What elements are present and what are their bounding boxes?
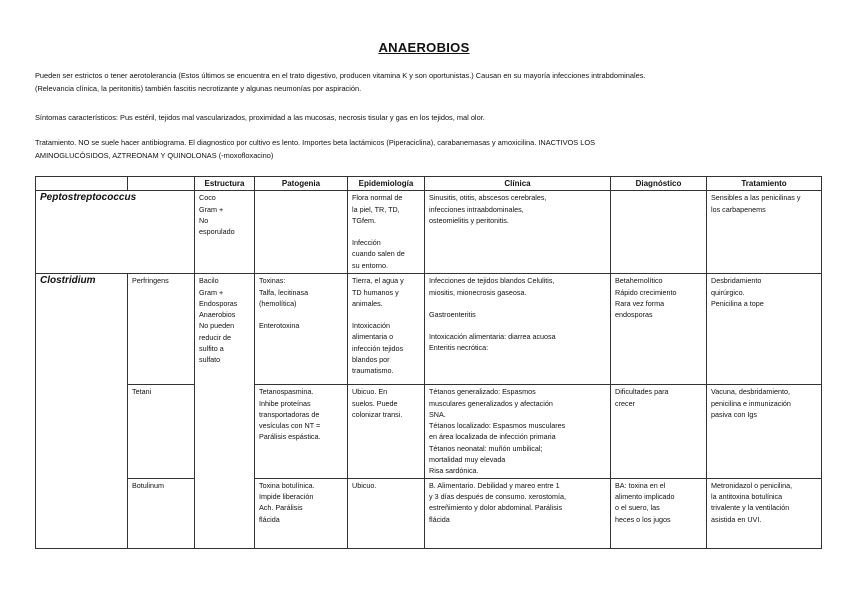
- intro-paragraph-1: [35, 70, 825, 95]
- table-header-row: [36, 177, 822, 191]
- cell-diagnostico: [611, 274, 707, 385]
- cell-clinica: [425, 478, 611, 548]
- cell-line: en área localizada de infección primaria: [429, 432, 556, 442]
- cell-line: [429, 298, 606, 309]
- cell-line: B. Alimentario. Debilidad y mareo entre 1: [429, 480, 560, 490]
- cell-line: Endosporas: [199, 298, 238, 308]
- cell-line: SNA.: [429, 409, 446, 419]
- header-cell: [128, 177, 195, 191]
- cell-line: Sinusitis, otitis, abscesos cerebrales,: [429, 193, 547, 203]
- cell-line: blandos por: [352, 355, 390, 365]
- cell-line: Rápido crecimiento: [615, 287, 677, 297]
- treatment-paragraph: [35, 137, 825, 162]
- cell-epidemiologia: [348, 274, 425, 385]
- cell-line: Parálisis espástica.: [259, 432, 321, 442]
- cell-line: sulfito a: [199, 344, 224, 354]
- cell-epidemiologia: [348, 385, 425, 478]
- cell-line: alimentaria o: [352, 332, 394, 342]
- cell-line: Talfa, lecitinasa: [259, 287, 309, 297]
- cell-line: infecciones intraabdominales,: [429, 204, 524, 214]
- cell-line: transportadoras de: [259, 409, 320, 419]
- cell-line: Inhibe proteínas: [259, 398, 311, 408]
- cell-line: vesículas con NT =: [259, 421, 321, 431]
- cell-line: Metronidazol o penicilina,: [711, 480, 793, 490]
- cell-line: No pueden: [199, 321, 235, 331]
- organism-cell-empty: [36, 478, 128, 548]
- cell-epidemiologia: [348, 478, 425, 548]
- species-cell: Botulinum: [128, 478, 195, 548]
- cell-line: Penicilina a tope: [711, 298, 764, 308]
- cell-clinica: [425, 191, 611, 274]
- cell-line: Coco: [199, 193, 216, 203]
- cell-estructura: [195, 191, 255, 274]
- cell-line: TGfem.: [352, 215, 376, 225]
- organism-cell-empty: [36, 385, 128, 478]
- header-diagnostico: Diagnóstico: [611, 177, 707, 191]
- table-row: [36, 478, 822, 548]
- cell-line: Betahemolítico: [615, 276, 663, 286]
- cell-line: flácida: [259, 514, 280, 524]
- cell-line: alimento implicado: [615, 491, 675, 501]
- cell-diagnostico: [611, 385, 707, 478]
- cell-line: estreñimiento y dolor abdominal. Parálisis: [429, 503, 563, 513]
- anaerobes-table: [35, 176, 822, 549]
- cell-patogenia: [255, 274, 348, 385]
- cell-clinica: [425, 385, 611, 478]
- cell-line: TD humanos y: [352, 287, 399, 297]
- cell-line: o el suero, las: [615, 503, 660, 513]
- organism-cell: [36, 191, 195, 274]
- cell-line: Infecciones de tejidos blandos Celulitis,: [429, 276, 555, 286]
- cell-line: No: [199, 215, 209, 225]
- cell-line: musculares generalizados y afectación: [429, 398, 553, 408]
- cell-line: Infección: [352, 238, 381, 248]
- cell-tratamiento: [707, 478, 822, 548]
- species-cell: Tetani: [128, 385, 195, 478]
- cell-line: esporulado: [199, 227, 235, 237]
- cell-line: Anaerobios: [199, 310, 236, 320]
- cell-line: Sensibles a las penicilinas y: [711, 193, 801, 203]
- cell-line: [259, 309, 343, 320]
- header-cell: [36, 177, 128, 191]
- cell-line: asistida en UVI.: [711, 514, 762, 524]
- cell-line: Tierra, el agua y: [352, 276, 404, 286]
- cell-line: Impide liberación: [259, 491, 314, 501]
- cell-line: suelos. Puede: [352, 398, 398, 408]
- cell-diagnostico: [611, 191, 707, 274]
- cell-line: crecer: [615, 398, 635, 408]
- cell-line: Gram +: [199, 204, 224, 214]
- cell-line: colonizar transi.: [352, 409, 403, 419]
- cell-line: y 3 días después de consumo. xerostomía,: [429, 491, 567, 501]
- cell-line: Desbridamiento: [711, 276, 762, 286]
- cell-tratamiento: [707, 385, 822, 478]
- cell-line: heces o los jugos: [615, 514, 671, 524]
- cell-line: [429, 320, 606, 331]
- symptoms-paragraph: Síntomas característicos: Pus estéril, tejidos mal vascularizados, proximidad a las mucosas, necrosis tisular y gas en los tejidos, mal olor.: [35, 113, 485, 122]
- cell-line: Ach. Parálisis: [259, 503, 303, 513]
- cell-line: los carbapenems: [711, 204, 766, 214]
- table-row: [36, 385, 822, 478]
- cell-line: Dificultades para: [615, 387, 669, 397]
- cell-line: Gastroenteritis: [429, 309, 476, 319]
- cell-line: Bacilo: [199, 276, 219, 286]
- cell-line: Enterotoxina: [259, 321, 300, 331]
- header-epidemiologia: Epidemiología: [348, 177, 425, 191]
- cell-line: Tétanos localizado: Espasmos musculares: [429, 421, 566, 431]
- cell-estructura: [195, 274, 255, 548]
- cell-line: endosporas: [615, 310, 653, 320]
- cell-line: Intoxicación alimentaria: diarrea acuosa: [429, 332, 556, 342]
- cell-line: Enteritis necrótica:: [429, 343, 489, 353]
- cell-line: Gram +: [199, 287, 224, 297]
- organism-name: Peptostreptococcus: [40, 192, 137, 204]
- cell-line: (hemolítica): [259, 298, 297, 308]
- cell-line: su entorno.: [352, 260, 388, 270]
- header-tratamiento: Tratamiento: [707, 177, 822, 191]
- cell-line: [352, 226, 420, 237]
- cell-line: Intoxicación: [352, 321, 390, 331]
- cell-line: Vacuna, desbridamiento,: [711, 387, 790, 397]
- table-row: [36, 191, 822, 274]
- cell-line: pasiva con Igs: [711, 409, 757, 419]
- organism-cell: [36, 274, 128, 385]
- cell-epidemiologia: [348, 191, 425, 274]
- treatment-line: AMINOGLUCÓSIDOS, AZTREONAM Y QUINOLONAS (-moxofloxacino): [35, 150, 274, 160]
- cell-patogenia: [255, 385, 348, 478]
- cell-diagnostico: [611, 478, 707, 548]
- cell-clinica: [425, 274, 611, 385]
- cell-line: sulfato: [199, 355, 221, 365]
- organism-name: Clostridium: [40, 275, 96, 287]
- intro-line: Pueden ser estrictos o tener aerotolerancia (Estos últimos se encuentra en el trato digestivo, producen vitamina K y son oportunistas.) Causan en su mayoría infecciones intrabdominales.: [35, 71, 646, 80]
- cell-line: osteomielitis y peritonitis.: [429, 215, 509, 225]
- treatment-line: Tratamiento. NO se suele hacer antibiograma. El diagnostico por cultivo es lento. Importes beta lactámicos (Piperaciclina), carabanemasas y amoxicilina. INACTIVOS LOS: [35, 138, 596, 147]
- cell-line: Tétanos neonatal: muñón umbilical;: [429, 443, 543, 453]
- cell-line: traumatismo.: [352, 366, 394, 376]
- header-patogenia: Patogenia: [255, 177, 348, 191]
- cell-line: la antitoxina botulínica: [711, 491, 783, 501]
- header-clinica: Clínica: [425, 177, 611, 191]
- cell-line: Flora normal de: [352, 193, 403, 203]
- cell-line: animales.: [352, 298, 383, 308]
- cell-line: infección tejidos: [352, 343, 404, 353]
- cell-line: miositis, mionecrosis gaseosa.: [429, 287, 527, 297]
- intro-line: (Relevancia clínica, la peritonitis) también fascitis necrotizante y algunas neumonías por aspiración.: [35, 83, 362, 93]
- cell-line: la piel, TR, TD,: [352, 204, 400, 214]
- cell-line: Tétanos generalizado: Espasmos: [429, 387, 536, 397]
- cell-line: cuando salen de: [352, 249, 405, 259]
- table-row: [36, 274, 822, 385]
- cell-line: Tetanospasmina.: [259, 387, 314, 397]
- cell-line: quirúrgico.: [711, 287, 745, 297]
- cell-line: [352, 309, 420, 320]
- cell-line: Rara vez forma: [615, 298, 665, 308]
- cell-patogenia: [255, 478, 348, 548]
- cell-line: Toxinas:: [259, 276, 286, 286]
- cell-tratamiento: [707, 274, 822, 385]
- cell-tratamiento: [707, 191, 822, 274]
- cell-patogenia: [255, 191, 348, 274]
- cell-line: Toxina botulínica.: [259, 480, 315, 490]
- cell-line: flácida: [429, 514, 450, 524]
- cell-line: Risa sardónica.: [429, 466, 479, 476]
- species-cell: Perfringens: [128, 274, 195, 385]
- document-title: ANAEROBIOS: [378, 40, 470, 55]
- header-estructura: Estructura: [195, 177, 255, 191]
- cell-line: mortalidad muy elevada: [429, 455, 506, 465]
- cell-line: Ubicuo.: [352, 480, 377, 490]
- cell-line: trivalente y la ventilación: [711, 503, 790, 513]
- cell-line: penicilina e inmunización: [711, 398, 791, 408]
- cell-line: reducir de: [199, 332, 231, 342]
- cell-line: BA: toxina en el: [615, 480, 666, 490]
- cell-line: Ubicuo. En: [352, 387, 388, 397]
